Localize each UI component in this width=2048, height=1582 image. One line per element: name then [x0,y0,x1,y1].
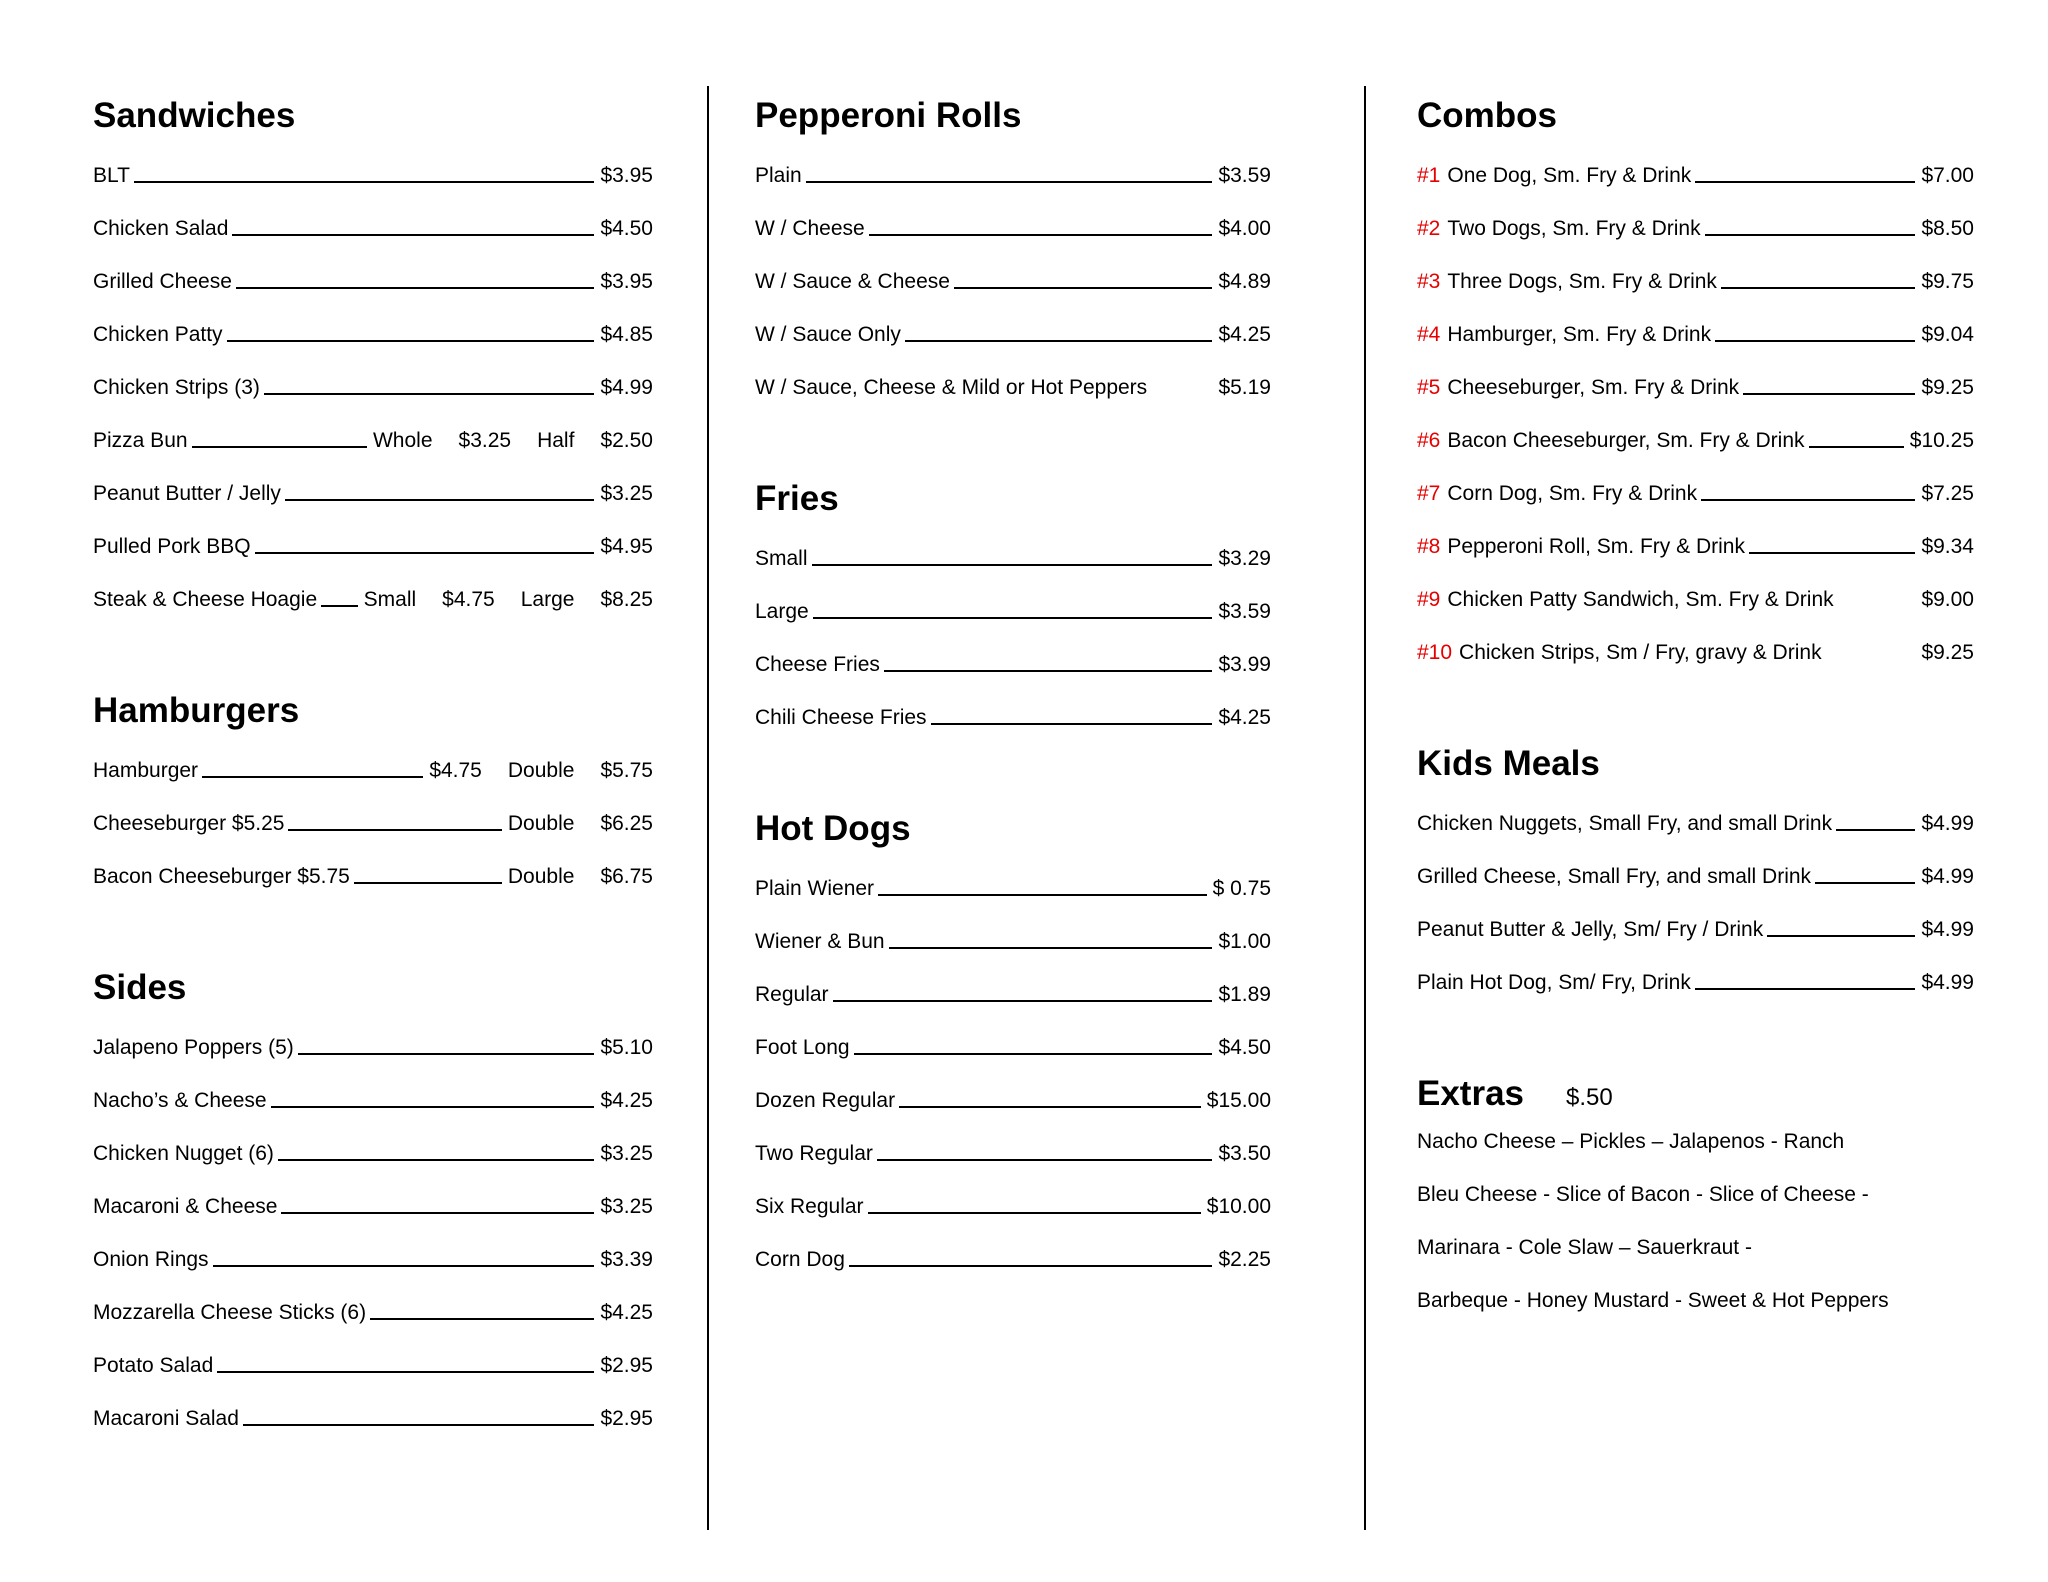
menu-item-row [1417,321,1974,348]
menu-item-row [755,651,1271,678]
menu-item-row [755,598,1271,625]
item-name: Six Regular [755,1195,864,1218]
item-price: $5.10 [600,1036,653,1059]
menu-item-row [755,1246,1271,1273]
item-name: Pizza Bun [93,429,188,452]
section-title-kids-meals [1417,744,1974,784]
item-price: $4.99 [600,376,653,399]
item-price: $4.95 [600,535,653,558]
menu-item-row [93,374,653,401]
menu-item-row [1417,969,1974,996]
menu-item-row [1417,810,1974,837]
price-leader-line [232,215,594,236]
price-leader-line [1749,533,1915,554]
price-leader-line [849,1246,1213,1267]
item-price: $9.25 [1921,641,1974,664]
menu-item-row [93,1299,653,1326]
item-price: $9.75 [1921,270,1974,293]
menu-section-hamburgers [93,691,653,890]
price-leader-line [243,1405,595,1426]
menu-item-row [93,1193,653,1220]
price-leader-line [1743,374,1915,395]
item-name: Steak & Cheese Hoagie [93,588,318,611]
item-name: Macaroni & Cheese [93,1195,278,1218]
price-leader-line [134,162,594,183]
item-price: $9.34 [1921,535,1974,558]
item-price: $3.39 [600,1248,653,1271]
item-price: $4.25 [1218,323,1271,346]
item-name: Jalapeno Poppers (5) [93,1036,294,1059]
item-price: $4.50 [1218,1036,1271,1059]
item-name: Mozzarella Cheese Sticks (6) [93,1301,367,1324]
item-name: W / Sauce Only [755,323,901,346]
menu-item-row [755,1087,1271,1114]
item-price: $2.95 [600,1354,653,1377]
item-price: $5.19 [1218,376,1271,399]
item-price: $3.50 [1218,1142,1271,1165]
price-leader-line [288,810,501,831]
menu-column-middle [755,96,1271,1351]
item-name: Barbeque - Honey Mustard - Sweet & Hot Peppers [1417,1289,1889,1312]
price-leader-line [1695,969,1916,990]
section-title-text: Combos [1417,96,1557,135]
menu-section-combos [1417,96,1974,666]
section-title-hot-dogs [755,809,1271,849]
price-leader-line [1815,863,1915,884]
menu-item-row [755,1034,1271,1061]
menu-item-row [755,162,1271,189]
item-price: $6.25 [600,812,653,835]
item-price: $4.99 [1921,865,1974,888]
menu-item-row [93,427,653,454]
section-title-text: Pepperoni Rolls [755,96,1022,135]
item-price: $4.25 [600,1089,653,1112]
item-name: Peanut Butter & Jelly, Sm/ Fry / Drink [1417,918,1764,941]
section-price-note: $.50 [1566,1084,1613,1111]
menu-item-row [93,268,653,295]
item-price: $3.95 [600,270,653,293]
combo-number: #7 [1417,482,1441,505]
menu-item-row [93,757,653,784]
section-title-text: Sides [93,968,187,1007]
menu-section-sandwiches [93,96,653,613]
item-price: $5.75 [600,759,653,782]
item-price: $4.25 [1218,706,1271,729]
menu-item-row [755,321,1271,348]
menu-section-sides [93,968,653,1432]
section-title-sandwiches [93,96,653,136]
item-name: Two Regular [755,1142,873,1165]
item-name: W / Sauce, Cheese & Mild or Hot Peppers [755,376,1148,399]
item-price: $9.00 [1921,588,1974,611]
item-name: Peanut Butter / Jelly [93,482,281,505]
item-name: Nacho Cheese – Pickles – Jalapenos - Ranch [1417,1130,1845,1153]
item-name: Hamburger, Sm. Fry & Drink [1447,323,1712,346]
price-leader-line [1767,916,1915,937]
menu-section-kids-meals [1417,744,1974,996]
item-name: Plain [755,164,802,187]
price-leader-line [1715,321,1915,342]
item-name: Two Dogs, Sm. Fry & Drink [1447,217,1701,240]
item-name: Potato Salad [93,1354,214,1377]
price-leader-line [213,1246,595,1267]
price-leader-line [931,704,1213,725]
item-name: Cheese Fries [755,653,880,676]
menu-section-pepperoni-rolls [755,96,1271,401]
menu-section-fries [755,479,1271,731]
menu-item-row [1417,1287,1974,1314]
price-leader-line [271,1087,595,1108]
item-name: BLT [93,164,130,187]
price-leader-line [255,533,595,554]
menu-item-row [755,981,1271,1008]
item-price: $3.99 [1218,653,1271,676]
menu-column-right [1417,96,1974,1392]
price-leader-line [833,981,1213,1002]
item-name: Cheeseburger, Sm. Fry & Drink [1447,376,1740,399]
item-name: Regular [755,983,829,1006]
price-qualifier: Large [520,588,575,611]
price-leader-line [321,586,358,607]
menu-item-row [1417,863,1974,890]
menu-item-row [93,1246,653,1273]
item-name: Chicken Salad [93,217,229,240]
item-name: Three Dogs, Sm. Fry & Drink [1447,270,1717,293]
item-name: W / Sauce & Cheese [755,270,950,293]
price-leader-line [202,757,423,778]
item-price: $15.00 [1206,1089,1271,1112]
item-name: Chicken Strips (3) [93,376,260,399]
item-price: $2.25 [1218,1248,1271,1271]
menu-item-row [755,928,1271,955]
item-name: Nacho’s & Cheese [93,1089,267,1112]
menu-item-row [755,1193,1271,1220]
menu-item-row [1417,1234,1974,1261]
price-leader-line [813,598,1213,619]
menu-item-row [93,1087,653,1114]
item-name: Pulled Pork BBQ [93,535,251,558]
column-divider [707,86,709,1530]
price-qualifier: Double [507,812,575,835]
combo-number: #9 [1417,588,1441,611]
item-name: Plain Hot Dog, Sm/ Fry, Drink [1417,971,1691,994]
section-title-text: Extras [1417,1074,1525,1113]
item-name: Corn Dog, Sm. Fry & Drink [1447,482,1698,505]
item-name: Dozen Regular [755,1089,896,1112]
item-price: $3.95 [600,164,653,187]
price-leader-line [285,480,595,501]
section-title-text: Fries [755,479,839,518]
menu-item-row [93,1034,653,1061]
menu-item-row [1417,427,1974,454]
item-price: $2.95 [600,1407,653,1430]
item-price: $4.75 [442,588,495,611]
menu-item-row [1417,533,1974,560]
item-price: $4.50 [600,217,653,240]
combo-number: #6 [1417,429,1441,452]
combo-number: #5 [1417,376,1441,399]
item-price: $4.99 [1921,918,1974,941]
section-title-text: Hot Dogs [755,809,911,848]
item-price: $3.25 [600,1195,653,1218]
item-price: $8.50 [1921,217,1974,240]
item-price: $3.59 [1218,600,1271,623]
price-leader-line [884,651,1213,672]
item-price: $4.89 [1218,270,1271,293]
menu-item-row [93,1405,653,1432]
combo-number: #2 [1417,217,1441,240]
item-price: $3.59 [1218,164,1271,187]
item-name: Plain Wiener [755,877,875,900]
item-name: Bacon Cheeseburger, Sm. Fry & Drink [1447,429,1805,452]
menu-item-row [755,704,1271,731]
combo-number: #1 [1417,164,1441,187]
menu-item-row [1417,639,1974,666]
price-leader-line [1721,268,1916,289]
item-name: Chicken Nugget (6) [93,1142,274,1165]
menu-item-row [93,863,653,890]
combo-number: #4 [1417,323,1441,346]
item-price: $4.00 [1218,217,1271,240]
menu-item-row [755,215,1271,242]
item-price: $4.25 [600,1301,653,1324]
menu-column-left [93,96,653,1510]
item-price: $1.89 [1218,983,1271,1006]
price-leader-line [1809,427,1904,448]
price-leader-line [905,321,1213,342]
item-price: $3.29 [1218,547,1271,570]
item-price: $9.04 [1921,323,1974,346]
menu-section-hot-dogs [755,809,1271,1273]
section-title-pepperoni-rolls [755,96,1271,136]
item-price: $4.85 [600,323,653,346]
item-name: Corn Dog [755,1248,845,1271]
item-price: $3.25 [600,1142,653,1165]
menu-section-extras [1417,1074,1974,1314]
item-price: $7.25 [1921,482,1974,505]
item-price: $10.00 [1206,1195,1271,1218]
price-leader-line [889,928,1213,949]
item-name: One Dog, Sm. Fry & Drink [1447,164,1692,187]
item-price: $1.00 [1218,930,1271,953]
item-price: $2.50 [600,429,653,452]
menu-item-row [93,480,653,507]
section-title-text: Hamburgers [93,691,300,730]
section-title-hamburgers [93,691,653,731]
combo-number: #3 [1417,270,1441,293]
menu-item-row [755,374,1271,401]
price-qualifier: Whole [372,429,433,452]
menu-item-row [755,545,1271,572]
item-name: Bleu Cheese - Slice of Bacon - Slice of Cheese - [1417,1183,1869,1206]
price-leader-line [227,321,595,342]
price-leader-line [1836,810,1915,831]
menu-item-row [1417,1128,1974,1155]
price-leader-line [868,1193,1201,1214]
item-name: Foot Long [755,1036,850,1059]
price-leader-line [878,875,1207,896]
item-price: $4.75 [429,759,482,782]
item-name: Chicken Nuggets, Small Fry, and small Drink [1417,812,1833,835]
price-leader-line [854,1034,1213,1055]
menu-item-row [1417,480,1974,507]
price-qualifier: Half [537,429,575,452]
item-price: $ 0.75 [1212,877,1271,900]
section-title-fries [755,479,1271,519]
item-name: Macaroni Salad [93,1407,239,1430]
combo-number: #10 [1417,641,1453,664]
item-name: Small [755,547,808,570]
item-price: $3.25 [458,429,512,452]
item-name: Chicken Patty [93,323,223,346]
menu-item-row [755,875,1271,902]
item-price: $6.75 [600,865,653,888]
menu-item-row [93,162,653,189]
price-leader-line [954,268,1213,289]
price-leader-line [1701,480,1915,501]
section-title-text: Sandwiches [93,96,296,135]
price-leader-line [1705,215,1916,236]
item-name: Marinara - Cole Slaw – Sauerkraut - [1417,1236,1752,1259]
item-price: $7.00 [1921,164,1974,187]
section-title-combos [1417,96,1974,136]
item-name: Onion Rings [93,1248,209,1271]
menu-item-row [93,1352,653,1379]
section-title-extras [1417,1074,1974,1118]
menu-item-row [1417,1181,1974,1208]
item-name: Chicken Strips, Sm / Fry, gravy & Drink [1459,641,1822,664]
item-price: $4.99 [1921,812,1974,835]
menu-item-row [1417,586,1974,613]
item-name: Chicken Patty Sandwich, Sm. Fry & Drink [1447,588,1834,611]
price-qualifier: Double [507,865,575,888]
menu-item-row [1417,162,1974,189]
item-name: Large [755,600,809,623]
price-leader-line [899,1087,1201,1108]
price-leader-line [281,1193,594,1214]
menu-item-row [93,586,653,613]
menu-item-row [1417,374,1974,401]
item-name: Pepperoni Roll, Sm. Fry & Drink [1447,535,1745,558]
item-price: $3.25 [600,482,653,505]
item-name: W / Cheese [755,217,865,240]
menu-item-row [93,215,653,242]
item-name: Grilled Cheese [93,270,232,293]
item-name: Hamburger [93,759,199,782]
price-leader-line [877,1140,1213,1161]
menu-item-row [755,268,1271,295]
combo-number: #8 [1417,535,1441,558]
price-leader-line [298,1034,595,1055]
menu-item-row [93,810,653,837]
price-leader-line [264,374,595,395]
price-leader-line [806,162,1213,183]
price-leader-line [869,215,1213,236]
item-price: $10.25 [1909,429,1974,452]
price-qualifier: Double [507,759,575,782]
item-name: Cheeseburger $5.25 [93,812,285,835]
section-title-text: Kids Meals [1417,744,1600,783]
menu-item-row [1417,916,1974,943]
item-price: $8.25 [600,588,653,611]
menu-item-row [93,321,653,348]
price-leader-line [1695,162,1915,183]
item-name: Wiener & Bun [755,930,885,953]
item-price: $9.25 [1921,376,1974,399]
menu-item-row [93,1140,653,1167]
section-title-sides [93,968,653,1008]
price-leader-line [192,427,367,448]
item-name: Chili Cheese Fries [755,706,927,729]
price-leader-line [236,268,595,289]
menu-item-row [755,1140,1271,1167]
menu-item-row [1417,268,1974,295]
item-name: Grilled Cheese, Small Fry, and small Drink [1417,865,1812,888]
menu-item-row [93,533,653,560]
item-name: Bacon Cheeseburger $5.75 [93,865,350,888]
menu-item-row [1417,215,1974,242]
price-leader-line [354,863,502,884]
price-leader-line [370,1299,594,1320]
price-qualifier: Small [363,588,417,611]
item-price: $4.99 [1921,971,1974,994]
price-leader-line [217,1352,594,1373]
column-divider [1364,86,1366,1530]
price-leader-line [278,1140,595,1161]
price-leader-line [812,545,1213,566]
